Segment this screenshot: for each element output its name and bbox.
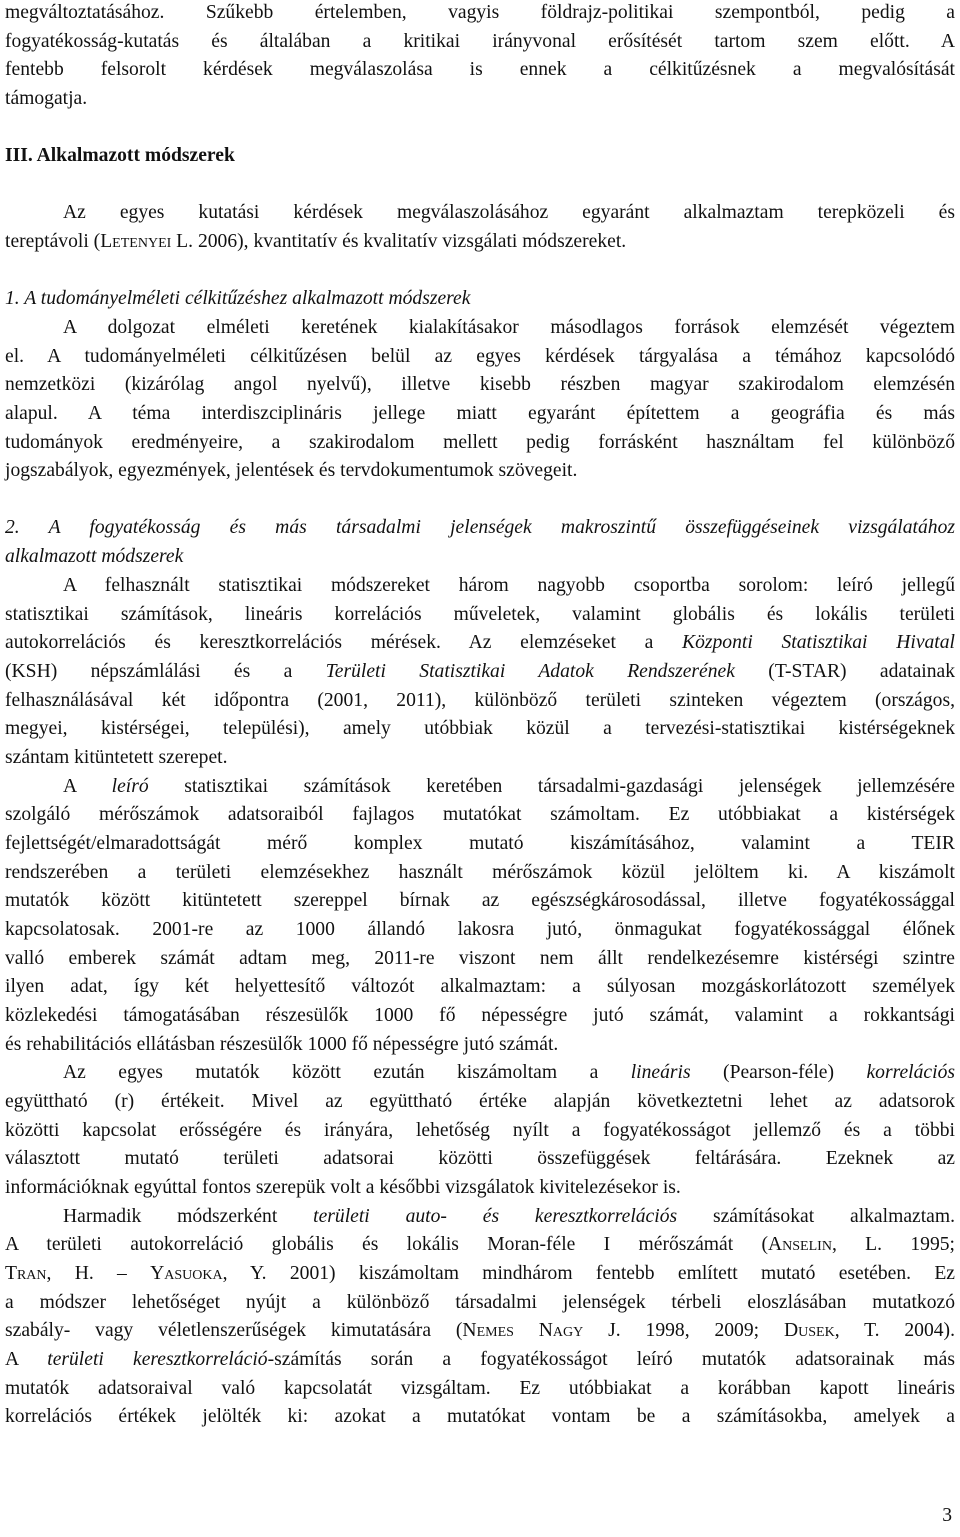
- subsection-heading: alkalmazott módszerek: [5, 546, 184, 567]
- text-line: Tran, H. – Yasuoka, Y. 2001) kiszámoltam mindhárom fentebb említett mutató esetében. Ez: [5, 1263, 955, 1284]
- text-line: A leíró statisztikai számítások keretében társadalmi-gazdasági jelenségek jellemzésére: [63, 776, 956, 797]
- text-line: fentebb felsorolt kérdések megválaszolása is ennek a célkitűzésnek a megvalósítását: [5, 59, 955, 80]
- subsection-heading: 2. A fogyatékosság és más társadalmi jelenségek makroszintű összefüggéseinek vizsgálatához: [5, 517, 955, 538]
- author-name: Yasuoka: [150, 1263, 223, 1284]
- text-line: el. A tudományelméleti célkitűzésen belül az egyes kérdések tárgyalása a témához kapcsolódó: [5, 346, 955, 367]
- text-line: A dolgozat elméleti keretének kialakításakor másodlagos források elemzését végeztem: [63, 317, 955, 338]
- text-line: mutatók adatsoraival való kapcsolatát vizsgáltam. Ez utóbbiakat a korábban kapott lineáris: [5, 1378, 955, 1399]
- text-line: támogatja.: [5, 88, 88, 109]
- text-line: a módszer lehetőséget nyújt a különböző társadalmi jelenségek térbeli eloszlásában mutatkozó: [5, 1292, 955, 1313]
- text-line: rendszerében a területi elemzésekhez használt mérőszámok közül jelöltem ki. A kiszámolt: [5, 862, 955, 883]
- text-line: információknak egyúttal fontos szerepük volt a későbbi vizsgálatok kivitelezésekor is.: [5, 1177, 681, 1198]
- section-title: III. Alkalmazott módszerek: [5, 145, 235, 166]
- author-name: Tran: [5, 1263, 47, 1284]
- text-line: alapul. A téma interdiszciplináris jellege miatt egyaránt építettem a geográfia és más: [5, 403, 955, 424]
- text-line: korrelációs értékek jelölték ki: azokat a mutatókat vontam be a számításokba, amelyek a: [5, 1406, 955, 1427]
- author-name: Nemes Nagy: [462, 1320, 584, 1341]
- text-line: szabály- vagy véletlenszerűségek kimutatására (Nemes Nagy J. 1998, 2009; Dusek, T. 2004).: [5, 1320, 955, 1341]
- text-line: felhasználásával két időpontra (2001, 2011), különböző területi szinteken végeztem (országos,: [5, 690, 955, 711]
- text-line: közlekedési támogatásában részesülők 1000 fő népességre jutó számát, valamint a rokkantsági: [5, 1005, 955, 1026]
- author-name: Letenyei: [100, 231, 172, 252]
- subsection-heading: 1. A tudományelméleti célkitűzéshez alkalmazott módszerek: [5, 288, 471, 309]
- author-name: Anselin: [768, 1234, 832, 1255]
- text-line: jogszabályok, egyezmények, jelentések és tervdokumentumok szövegeit.: [5, 460, 578, 481]
- text-line: és rehabilitációs ellátásban részesülők 1000 fő népességre jutó számát.: [5, 1034, 559, 1055]
- text-line: kapcsolatosak. 2001-re az 1000 állandó lakosra jutó, önmagukat fogyatékossággal élőnek: [5, 919, 955, 940]
- text-line: tudományok eredményeire, a szakirodalom mellett pedig forrásként használtam fel különböző: [5, 432, 955, 453]
- text-line: A területi keresztkorreláció-számítás során a fogyatékosságot leíró mutatók adatsorainak más: [5, 1349, 955, 1370]
- text-line: ilyen adat, így két helyettesítő változót alkalmaztam: a súlyosan mozgáskorlátozott személyek: [5, 976, 955, 997]
- text-line: statisztikai számítások, lineáris korrelációs műveletek, valamint globális és lokális területi: [5, 604, 955, 625]
- text-line: együttható (r) értékeit. Mivel az együttható értéke alapján következtetni lehet az adatsorok: [5, 1091, 955, 1112]
- page-number: 3: [942, 1505, 952, 1526]
- text-line: nemzetközi (kizárólag angol nyelvű), illetve kisebb részben magyar szakirodalom elemzésén: [5, 374, 955, 395]
- text-line: választott mutató területi adatsorai közötti összefüggések feltárására. Ezeknek az: [5, 1148, 955, 1169]
- text-line: szántam kitüntetett szerepet.: [5, 747, 228, 768]
- text-line: Az egyes mutatók között ezután kiszámoltam a lineáris (Pearson-féle) korrelációs: [63, 1062, 955, 1083]
- text-line: fogyatékosság-kutatás és általában a kritikai irányvonal erősítését tartom szem előtt. A: [5, 31, 955, 52]
- text-line: tereptávoli (Letenyei L. 2006), kvantitatív és kvalitatív vizsgálati módszereket.: [5, 231, 627, 252]
- author-name: Dusek: [783, 1320, 835, 1341]
- text-line: közötti kapcsolat erősségére és irányára, lehetőség nyílt a fogyatékosságot jellemző és a többi: [5, 1120, 955, 1141]
- text-line: szolgáló mérőszámok adatsoraiból fajlagos mutatókat számoltam. Ez utóbbiakat a kistérségek: [5, 804, 955, 825]
- text-line: (KSH) népszámlálási és a Területi Statisztikai Adatok Rendszerének (T-STAR) adatainak: [5, 661, 955, 682]
- text-line: autokorrelációs és keresztkorrelációs mérések. Az elemzéseket a Központi Statisztikai Hivatal: [5, 632, 955, 653]
- text-line: A területi autokorreláció globális és lokális Moran-féle I mérőszámát (Anselin, L. 1995;: [5, 1234, 955, 1255]
- text-line: mutatók között kitüntetett szereppel bírnak az egészségkárosodással, illetve fogyatékossággal: [5, 890, 955, 911]
- text-line: A felhasznált statisztikai módszereket három nagyobb csoportba sorolom: leíró jellegű: [63, 575, 955, 596]
- text-line: valló emberek számát adtam meg, 2011-re viszont nem állt rendelkezésemre kistérségi szintre: [5, 948, 955, 969]
- text-line: megyei, kistérségei, települési), amely utóbbiak közül a tervezési-statisztikai kistérségeknek: [5, 718, 955, 739]
- text-line: Az egyes kutatási kérdések megválaszolásához egyaránt alkalmaztam terepközeli és: [63, 202, 955, 223]
- text-line: fejlettségét/elmaradottságát mérő komplex mutató kiszámításához, valamint a TEIR: [5, 833, 955, 854]
- text-line: megváltoztatásához. Szűkebb értelemben, vagyis földrajz-politikai szempontból, pedig a: [5, 2, 955, 23]
- text-line: Harmadik módszerként területi auto- és keresztkorrelációs számításokat alkalmaztam.: [63, 1206, 955, 1227]
